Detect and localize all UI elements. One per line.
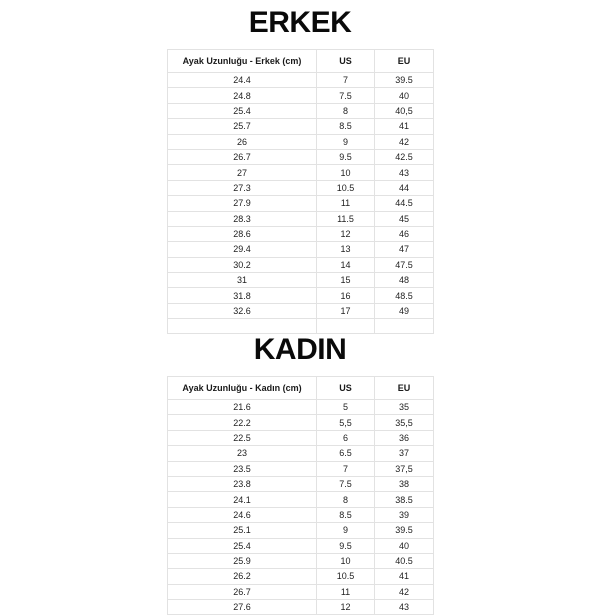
cell-us: 11	[317, 584, 375, 599]
cell-us: 11	[317, 196, 375, 211]
table-row	[168, 165, 434, 180]
cell-foot-length: 21.6	[168, 400, 317, 415]
cell-eu: 48.5	[375, 288, 434, 303]
cell-us: 8	[317, 492, 375, 507]
table-row	[168, 492, 434, 507]
column-header-us: US	[317, 50, 375, 73]
cell-foot-length: 26	[168, 134, 317, 149]
cell-eu: 39.5	[375, 73, 434, 88]
column-header-foot-length: Ayak Uzunluğu - Erkek (cm)	[168, 50, 317, 73]
cell-eu: 45	[375, 211, 434, 226]
cell-foot-length: 25.9	[168, 553, 317, 568]
cell-foot-length: 31	[168, 273, 317, 288]
cell-us: 6.5	[317, 446, 375, 461]
cell-foot-length: 27.6	[168, 600, 317, 615]
cell-eu: 35,5	[375, 415, 434, 430]
table-row	[168, 119, 434, 134]
cell-us: 16	[317, 288, 375, 303]
cell-eu: 41	[375, 569, 434, 584]
cell-foot-length: 24.1	[168, 492, 317, 507]
cell-us: 12	[317, 600, 375, 615]
cell-foot-length: 24.8	[168, 88, 317, 103]
table-row	[168, 257, 434, 272]
cell-eu: 48	[375, 273, 434, 288]
cell-foot-length: 27	[168, 165, 317, 180]
table-row	[168, 242, 434, 257]
table-row	[168, 600, 434, 615]
table-row	[168, 569, 434, 584]
table-row	[168, 476, 434, 491]
cell-eu: 39	[375, 507, 434, 522]
cell-eu: 40	[375, 538, 434, 553]
table-row	[168, 88, 434, 103]
cell-eu: 49	[375, 303, 434, 318]
cell-foot-length: 24.4	[168, 73, 317, 88]
table-row	[168, 553, 434, 568]
cell-us: 7	[317, 461, 375, 476]
cell-eu: 37,5	[375, 461, 434, 476]
cell-eu: 42.5	[375, 149, 434, 164]
table-row	[168, 523, 434, 538]
cell-foot-length: 32.6	[168, 303, 317, 318]
table-header-row	[168, 377, 434, 400]
cell-us: 10.5	[317, 180, 375, 195]
cell-eu: 40.5	[375, 553, 434, 568]
cell-eu: 35	[375, 400, 434, 415]
table-row	[168, 303, 434, 318]
cell-us: 9.5	[317, 538, 375, 553]
cell-eu: 47.5	[375, 257, 434, 272]
cell-eu: 42	[375, 584, 434, 599]
cell-foot-length: 26.2	[168, 569, 317, 584]
table-row	[168, 538, 434, 553]
table-row	[168, 288, 434, 303]
cell-foot-length: 22.2	[168, 415, 317, 430]
table-header-row	[168, 50, 434, 73]
table-row	[168, 415, 434, 430]
cell-eu: 47	[375, 242, 434, 257]
cell-us: 5,5	[317, 415, 375, 430]
table-row	[168, 400, 434, 415]
cell-foot-length: 26.7	[168, 149, 317, 164]
cell-us: 14	[317, 257, 375, 272]
table-row	[168, 446, 434, 461]
cell-eu: 41	[375, 119, 434, 134]
cell-foot-length: 29.4	[168, 242, 317, 257]
table-row	[168, 430, 434, 445]
cell-eu: 42	[375, 134, 434, 149]
cell-foot-length: 25.1	[168, 523, 317, 538]
table-row	[168, 461, 434, 476]
section-title-kadin: KADIN	[253, 333, 347, 366]
cell-us: 15	[317, 273, 375, 288]
table-row	[168, 507, 434, 522]
column-header-foot-length: Ayak Uzunluğu - Kadın (cm)	[168, 377, 317, 400]
cell-eu: 43	[375, 600, 434, 615]
table-row	[168, 103, 434, 118]
size-table-kadin	[167, 376, 434, 615]
cell-us: 7	[317, 73, 375, 88]
cell-us: 10.5	[317, 569, 375, 584]
table-row-empty	[168, 319, 434, 334]
table-row	[168, 73, 434, 88]
cell-eu: 44	[375, 180, 434, 195]
cell-eu: 40	[375, 88, 434, 103]
cell-us: 9.5	[317, 149, 375, 164]
empty-cell	[317, 319, 375, 334]
column-header-eu: EU	[375, 377, 434, 400]
cell-us: 8.5	[317, 119, 375, 134]
empty-cell	[168, 319, 317, 334]
cell-eu: 37	[375, 446, 434, 461]
cell-eu: 39.5	[375, 523, 434, 538]
table-row	[168, 584, 434, 599]
cell-foot-length: 25.4	[168, 103, 317, 118]
table-row	[168, 149, 434, 164]
table-row	[168, 273, 434, 288]
cell-us: 17	[317, 303, 375, 318]
cell-foot-length: 25.4	[168, 538, 317, 553]
cell-us: 7.5	[317, 476, 375, 491]
cell-us: 12	[317, 226, 375, 241]
cell-us: 10	[317, 553, 375, 568]
cell-foot-length: 23	[168, 446, 317, 461]
cell-eu: 36	[375, 430, 434, 445]
cell-foot-length: 31.8	[168, 288, 317, 303]
cell-foot-length: 23.8	[168, 476, 317, 491]
table-row	[168, 211, 434, 226]
cell-us: 10	[317, 165, 375, 180]
cell-us: 8	[317, 103, 375, 118]
cell-eu: 46	[375, 226, 434, 241]
cell-foot-length: 27.9	[168, 196, 317, 211]
cell-eu: 38.5	[375, 492, 434, 507]
table-row	[168, 226, 434, 241]
cell-eu: 43	[375, 165, 434, 180]
column-header-us: US	[317, 377, 375, 400]
table-row	[168, 196, 434, 211]
cell-us: 7.5	[317, 88, 375, 103]
cell-us: 8.5	[317, 507, 375, 522]
cell-eu: 38	[375, 476, 434, 491]
cell-foot-length: 28.6	[168, 226, 317, 241]
cell-foot-length: 24.6	[168, 507, 317, 522]
cell-foot-length: 22.5	[168, 430, 317, 445]
cell-us: 6	[317, 430, 375, 445]
cell-us: 9	[317, 523, 375, 538]
cell-foot-length: 30.2	[168, 257, 317, 272]
cell-us: 13	[317, 242, 375, 257]
cell-us: 5	[317, 400, 375, 415]
cell-foot-length: 23.5	[168, 461, 317, 476]
cell-foot-length: 25.7	[168, 119, 317, 134]
cell-foot-length: 27.3	[168, 180, 317, 195]
cell-eu: 40,5	[375, 103, 434, 118]
section-title-erkek: ERKEK	[248, 6, 352, 39]
cell-us: 9	[317, 134, 375, 149]
size-table-erkek	[167, 49, 434, 334]
column-header-eu: EU	[375, 50, 434, 73]
cell-foot-length: 26.7	[168, 584, 317, 599]
table-row	[168, 180, 434, 195]
cell-eu: 44.5	[375, 196, 434, 211]
table-row	[168, 134, 434, 149]
cell-us: 11.5	[317, 211, 375, 226]
empty-cell	[375, 319, 434, 334]
cell-foot-length: 28.3	[168, 211, 317, 226]
